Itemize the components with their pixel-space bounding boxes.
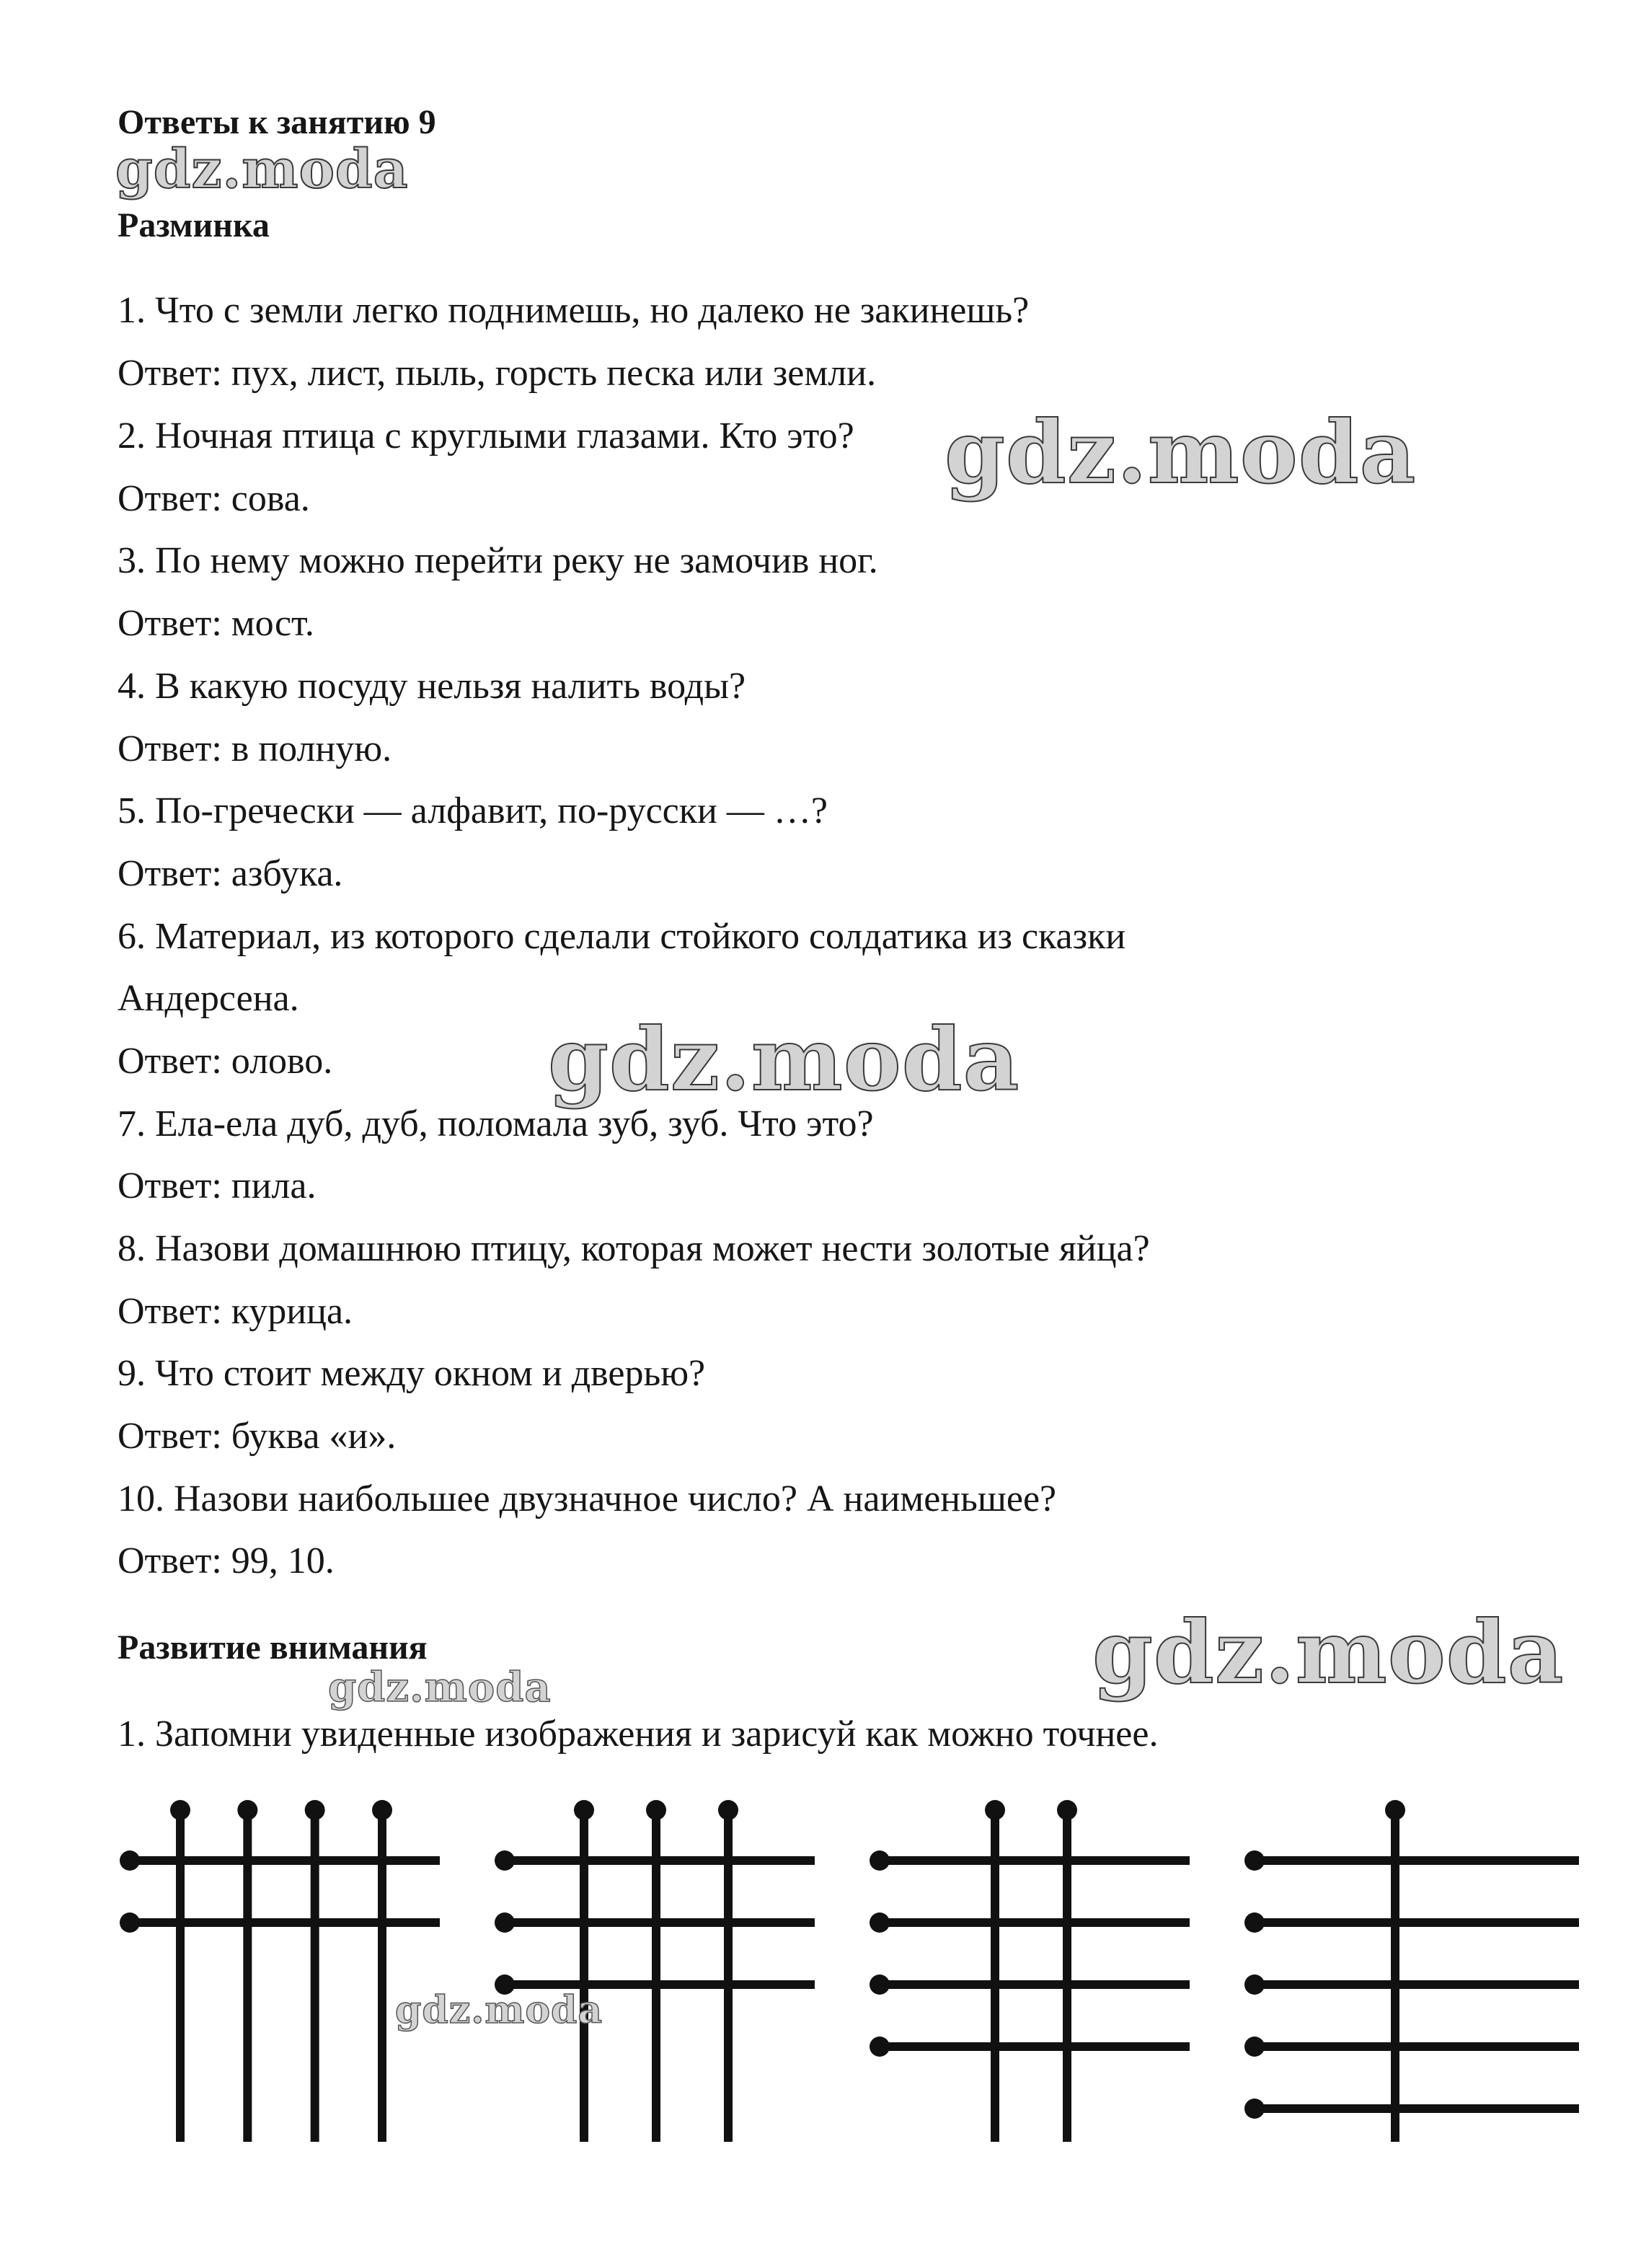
vertical-line-knob: [1385, 1800, 1405, 1820]
figure-2: [490, 1788, 836, 2149]
answer-7: Ответ: пила.: [118, 1165, 317, 1206]
question-5: 5. По-гречески — алфавит, по-русски — …?: [118, 790, 828, 831]
question-6-line-2: Андерсена.: [118, 978, 299, 1019]
vertical-line-knob: [718, 1800, 738, 1820]
figures-row: [115, 1788, 1601, 2149]
watermark-logo: gdz.moda: [328, 1664, 552, 1711]
vertical-line-knob: [305, 1800, 325, 1820]
question-3: 3. По нему можно перейти реку не замочив ног.: [118, 540, 878, 581]
question-4: 4. В какую посуду нельзя налить воды?: [118, 666, 746, 707]
figure-3: [865, 1788, 1211, 2149]
watermark-logo: gdz.moda: [945, 402, 1417, 503]
vertical-line-knob: [985, 1800, 1005, 1820]
vertical-line-knob: [1057, 1800, 1077, 1820]
question-10: 10. Назови наибольшее двузначное число? А наименьшее?: [118, 1478, 1057, 1519]
grid-figure-1-icon: [115, 1788, 461, 2149]
answer-8: Ответ: курица.: [118, 1291, 353, 1332]
question-8: 8. Назови домашнюю птицу, которая может нести золотые яйца?: [118, 1228, 1150, 1269]
grid-figure-4-icon: [1240, 1788, 1601, 2149]
horizontal-line-knob: [870, 2037, 890, 2057]
horizontal-line-knob: [120, 1850, 140, 1871]
horizontal-line-knob: [495, 1912, 515, 1933]
answer-10: Ответ: 99, 10.: [118, 1540, 335, 1581]
horizontal-line-knob: [870, 1974, 890, 1995]
answer-5: Ответ: азбука.: [118, 853, 343, 894]
answer-9: Ответ: буква «и».: [118, 1416, 397, 1457]
question-1: 1. Что с земли легко поднимешь, но далеко не закинешь?: [118, 290, 1030, 331]
watermark-logo: gdz.moda: [395, 1988, 603, 2032]
question-2: 2. Ночная птица с круглыми глазами. Кто это?: [118, 415, 854, 456]
task-1: 1. Запомни увиденные изображения и зарисуй как можно точнее.: [118, 1713, 1159, 1755]
watermark-logo: gdz.moda: [1092, 1602, 1565, 1703]
vertical-line-knob: [646, 1800, 666, 1820]
watermark-logo: gdz.moda: [115, 138, 409, 200]
answer-4: Ответ: в полную.: [118, 728, 392, 769]
section-heading-attention: Развитие внимания: [118, 1628, 428, 1667]
grid-figure-2-icon: [490, 1788, 836, 2149]
grid-figure-3-icon: [865, 1788, 1211, 2149]
horizontal-line-knob: [1244, 2099, 1265, 2119]
section-heading-warmup: Разминка: [118, 206, 270, 244]
horizontal-line-knob: [1244, 1974, 1265, 1995]
figure-4: [1240, 1788, 1601, 2149]
vertical-line-knob: [170, 1800, 190, 1820]
horizontal-line-knob: [120, 1912, 140, 1933]
vertical-line-knob: [237, 1800, 257, 1820]
answer-3: Ответ: мост.: [118, 603, 314, 644]
horizontal-line-knob: [1244, 1912, 1265, 1933]
vertical-line-knob: [574, 1800, 594, 1820]
vertical-line-knob: [372, 1800, 392, 1820]
figure-1: [115, 1788, 461, 2149]
answer-6: Ответ: олово.: [118, 1041, 333, 1082]
page-title: Ответы к занятию 9: [118, 103, 436, 141]
question-9: 9. Что стоит между окном и дверью?: [118, 1353, 706, 1394]
horizontal-line-knob: [1244, 2037, 1265, 2057]
answer-1: Ответ: пух, лист, пыль, горсть песка или земли.: [118, 353, 877, 394]
answer-2: Ответ: сова.: [118, 478, 310, 519]
question-7: 7. Ела-ела дуб, дуб, поломала зуб, зуб. Что это?: [118, 1103, 874, 1144]
question-6-line-1: 6. Материал, из которого сделали стойкого солдатика из сказки: [118, 916, 1126, 957]
horizontal-line-knob: [495, 1850, 515, 1871]
horizontal-line-knob: [870, 1850, 890, 1871]
watermark-logo: gdz.moda: [548, 1009, 1020, 1111]
horizontal-line-knob: [870, 1912, 890, 1933]
horizontal-line-knob: [1244, 1850, 1265, 1871]
